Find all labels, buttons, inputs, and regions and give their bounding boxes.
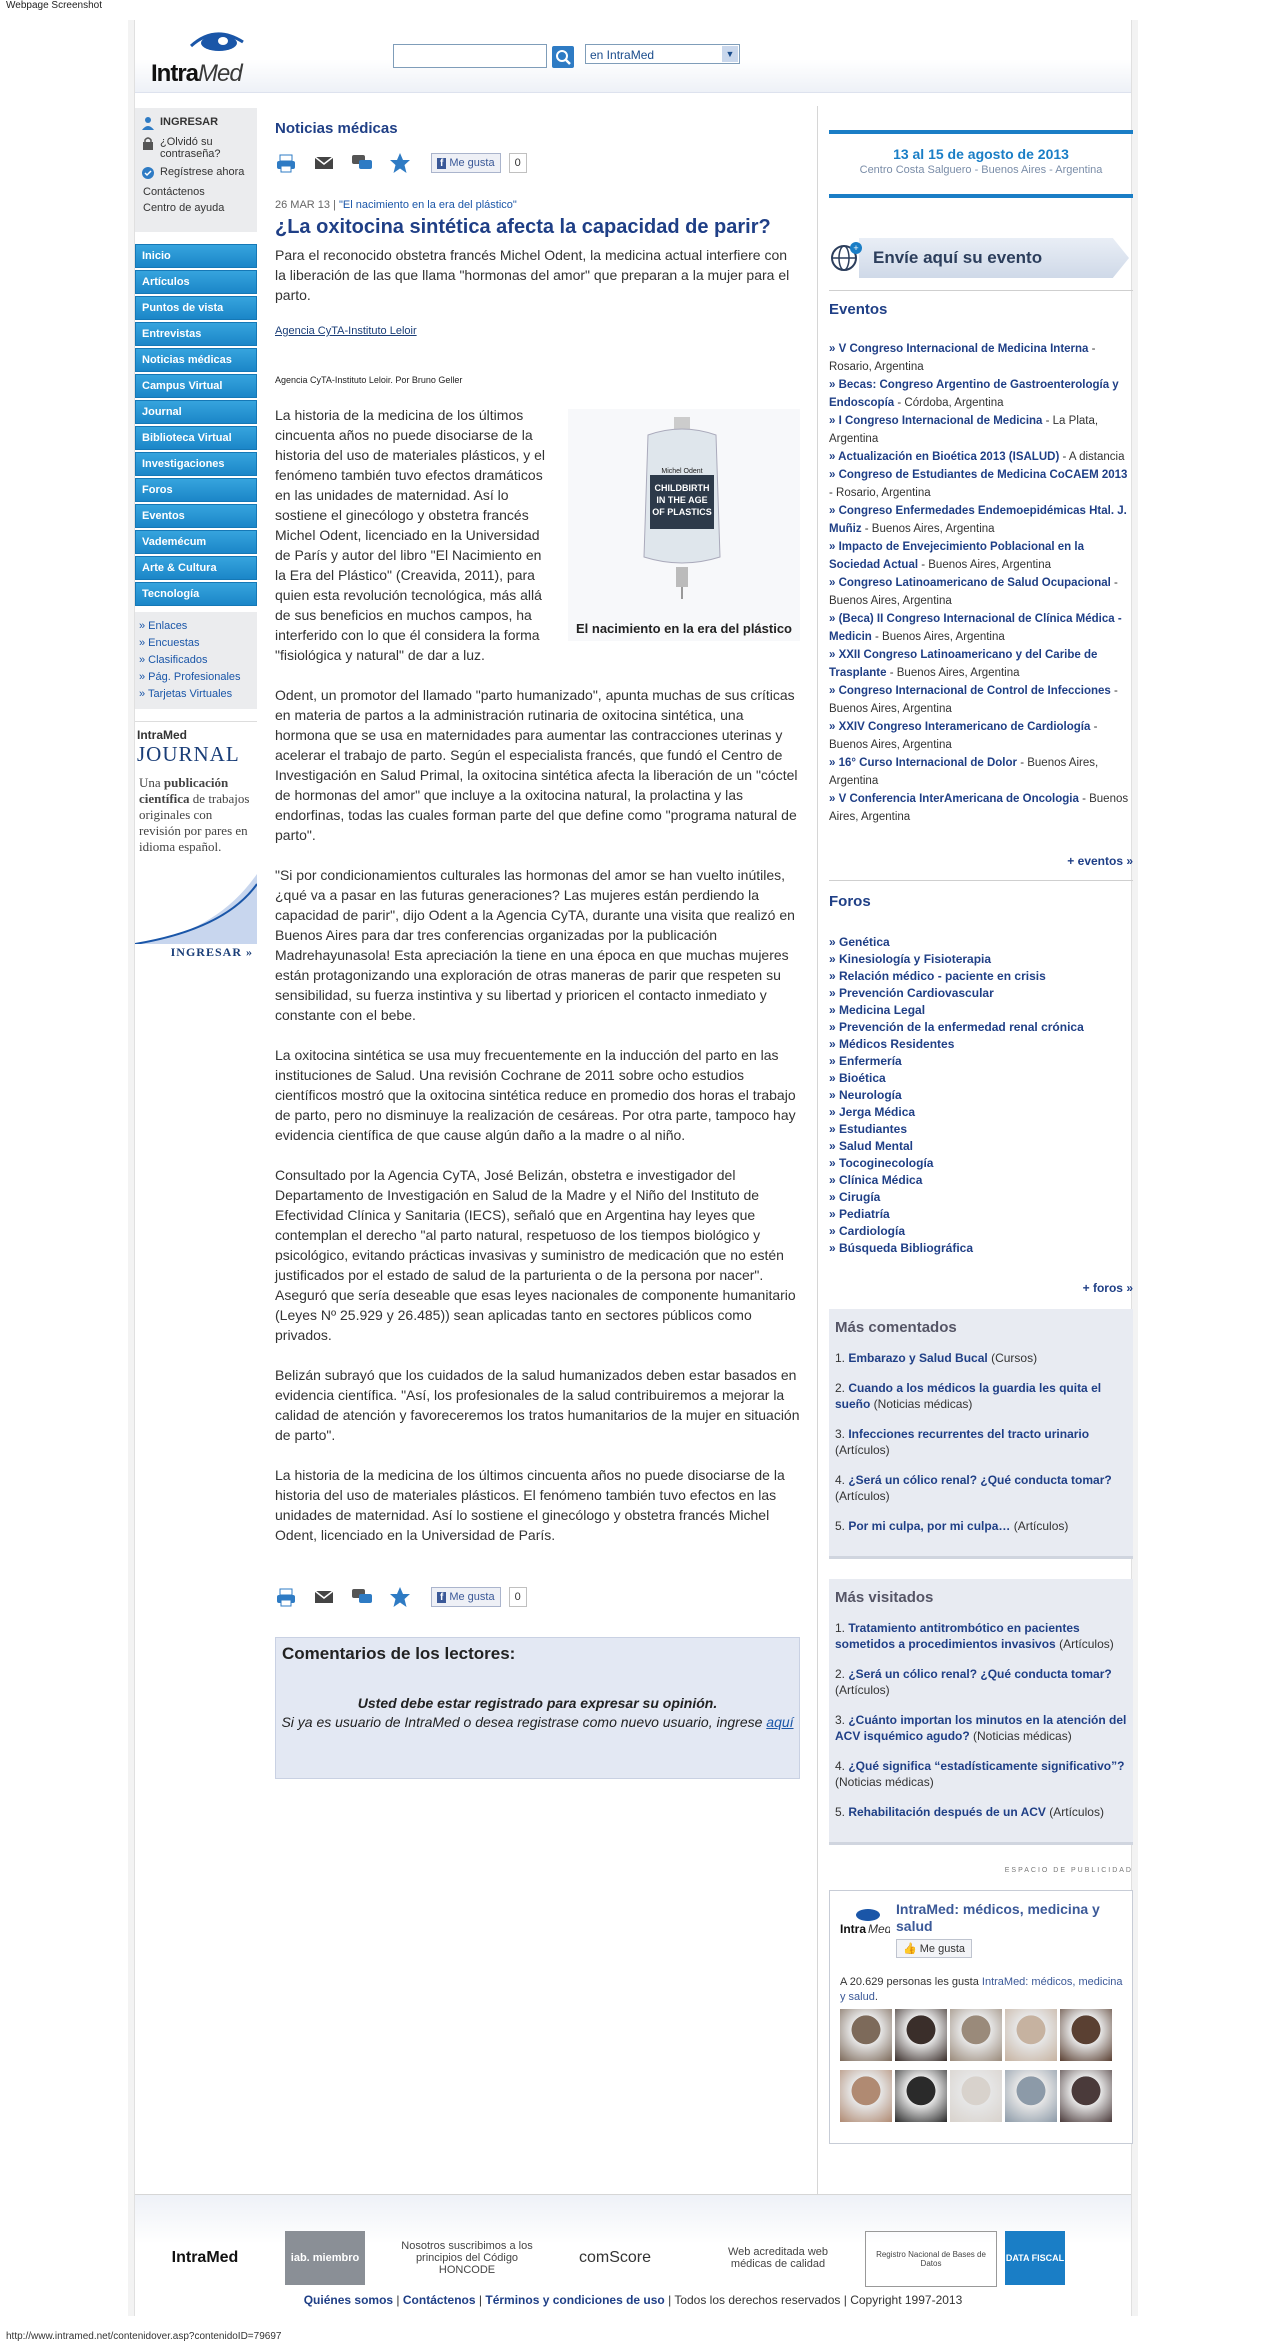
forum-item[interactable]: » Kinesiología y Fisioterapia [829,952,992,966]
article-title: ¿La oxitocina sintética afecta la capacidad de parir? [275,216,771,238]
article-paragraph: La historia de la medicina de los últimos cincuenta años no puede disociarse de la historia del uso de materiales plásticos. El fenómeno también tuvo efectos en las unidades de maternidad. Así lo sostiene el ginecólogo y obstetra francés Michel Odent, licenciado en la Universidad de París. [275,1467,785,1543]
divider [829,880,1133,881]
secondary-link[interactable]: » Clasificados [139,654,208,666]
secondary-link[interactable]: » Enlaces [139,620,188,632]
forum-item[interactable]: » Pediatría [829,1207,890,1221]
email-icon[interactable] [313,1586,335,1608]
site-logo[interactable] [145,28,275,88]
swoosh-graphic [135,874,257,944]
banner-date: 13 al 15 de agosto de 2013 [893,146,1069,162]
ranked-item[interactable]: 3. Infecciones recurrentes del tracto urinario (Artículos) [835,1427,1090,1457]
check-icon [141,166,155,180]
article-credit: Agencia CyTA-Instituto Leloir. Por Bruno Geller [275,375,463,385]
most-visited-list [835,1620,1127,1820]
forum-item[interactable]: » Enfermería [829,1054,902,1068]
event-item[interactable]: » Actualización en Bioética 2013 (ISALUD) - A distancia [829,451,1125,463]
article-paragraph: Odent, un promotor del llamado "parto humanizado", apunta muchas de sus críticas en materia de partos a la administración rutinaria de oxitocina sintética, una hormona que se usa en maternidades para aumentar las contracciones uterinas y acelerar el trabajo de parto. Según el especialista francés, que fundó el Centro de Investigación en Salud Primal, la oxitocina sintética afecta la liberación de un "cóctel de hormonas del amor" que incluye a la oxitocina natural, la prolactina y las endorfinas, todas las cuales forman parte del que define como "programa natural de parto". [275,687,798,843]
forum-item[interactable]: » Cardiología [829,1224,906,1238]
fan-avatar[interactable] [1005,2070,1057,2122]
submit-event-label: Envíe aquí su evento [873,248,1043,267]
secondary-link[interactable]: » Pág. Profesionales [139,671,241,683]
more-events-link[interactable]: + eventos » [1067,854,1133,868]
iv-bag-image [634,417,730,599]
forum-item[interactable]: » Bioética [829,1071,886,1085]
search-icon [552,46,574,68]
article-paragraph: La historia de la medicina de los últimos cincuenta años no puede disociarse de la historia del uso de materiales plásticos, y el fenómeno también tuvo efectos dramáticos en las unidades de maternidad. Así lo sostiene el ginecólogo y obstetra francés Michel Odent, licenciado en la Universidad de París y autor del libro "El Nacimiento en la Era del Plástico" (Creavida, 2011), para quien esta revolución tecnológica, más allá de sus beneficios en muchos campos, ha interferido con lo que él considera la forma "fisiológica y natural" de dar a luz. [275,407,546,663]
event-item[interactable]: » Impacto de Envejecimiento Poblacional en la Sociedad Actual - Buenos Aires, Argentina [829,541,1084,571]
forums-title: Foros [829,893,871,910]
comments-login-link[interactable]: aquí [766,1714,794,1730]
partner-logo[interactable]: comScore [578,2249,652,2266]
more-forums-link[interactable]: + foros » [1082,1281,1133,1295]
article-meta: 26 MAR 13 | "El nacimiento en la era del plástico" [275,199,517,211]
book-figure [568,409,800,641]
facebook-icon: f [437,158,446,169]
forum-item[interactable]: » Tocoginecología [829,1156,934,1170]
logo-wordmark: IntraMed [151,60,242,87]
forum-item[interactable]: » Estudiantes [829,1122,908,1136]
intramed-small-logo [838,1903,890,1943]
sidebar-item-11[interactable]: Vademécum [135,530,257,554]
search-input[interactable] [393,44,547,68]
fan-avatar[interactable] [1005,2009,1057,2061]
column-divider [817,106,818,2204]
section-title: Noticias médicas [275,120,398,137]
footer-rights: | Todos los derechos reservados | Copyright 1997-2013 [664,2293,963,2307]
event-item[interactable]: » 16° Curso Internacional de Dolor - Buenos Aires, Argentina [829,757,1099,787]
ranked-item[interactable]: 2. Cuando a los médicos la guardia les quita el sueño (Noticias médicas) [835,1381,1102,1411]
lock-icon [141,136,155,150]
sidebar-item-1[interactable]: Artículos [135,270,257,294]
event-item[interactable]: » (Beca) II Congreso Internacional de Clínica Médica - Medicin - Buenos Aires, Argentina [829,613,1122,643]
forums-list [829,934,1133,1257]
page [134,20,1132,2316]
sidebar-item-3[interactable]: Entrevistas [135,322,257,346]
svg-text:Med: Med [868,1922,890,1936]
source-link[interactable]: Agencia CyTA-Instituto Leloir [275,325,417,337]
login-link[interactable]: INGRESAR [141,116,251,130]
right-sidebar [829,130,1133,2144]
sidebar-item-13[interactable]: Tecnología [135,582,257,606]
banner-place: Centro Costa Salguero - Buenos Aires - Argentina [859,164,1103,176]
footer-link-contact[interactable]: Contáctenos [402,2293,476,2307]
register-link[interactable]: Regístrese ahora [141,166,251,180]
event-item[interactable]: » Congreso Latinoamericano de Salud Ocupacional - Buenos Aires, Argentina [829,577,1118,607]
ranked-item[interactable]: 5. Rehabilitación después de un ACV (Artículos) [835,1805,1104,1819]
article-tag-link[interactable]: "El nacimiento en la era del plástico" [339,199,517,211]
sidebar-item-8[interactable]: Investigaciones [135,452,257,476]
sidebar-item-12[interactable]: Arte & Cultura [135,556,257,580]
facebook-widget [829,1890,1133,2144]
event-item[interactable]: » Congreso Internacional de Control de Infecciones - Buenos Aires, Argentina [829,685,1118,715]
comments-icon[interactable] [351,152,373,174]
partner-logo[interactable]: Web acreditada web médicas de calidad [727,2246,829,2270]
search-scope-select[interactable]: en IntraMed ▼ [585,44,740,64]
ranked-item[interactable]: 4. ¿Será un cólico renal? ¿Qué conducta tomar? (Artículos) [835,1473,1112,1503]
fan-avatar[interactable] [950,2009,1002,2061]
partner-logo[interactable]: iab. miembro [285,2231,365,2285]
facebook-like-count: 0 [509,1587,527,1607]
share-bar-bottom [275,1585,800,1609]
partner-logos [135,2231,1131,2287]
help-center-link[interactable]: Centro de ayuda [143,202,225,214]
forum-item[interactable]: » Relación médico - paciente en crisis [829,969,1046,983]
journal-title: JOURNAL [137,742,240,766]
event-banner[interactable] [829,130,1133,198]
secondary-link[interactable]: » Encuestas [139,637,200,649]
contact-link[interactable]: Contáctenos [143,186,205,198]
fan-avatar[interactable] [840,2009,892,2061]
left-sidebar [135,108,257,962]
ranked-item[interactable]: 1. Tratamiento antitrombótico en pacientes sometidos a procedimientos invasivos (Artículos) [835,1621,1114,1651]
email-icon[interactable] [313,152,335,174]
facebook-fan-count: A 20.629 personas les gusta IntraMed: médicos, medicina y salud. [840,1976,1123,2003]
ranked-item[interactable]: 4. ¿Qué significa “estadísticamente significativo”? (Noticias médicas) [835,1759,1125,1789]
partner-logo[interactable]: IntraMed [171,2249,239,2266]
article-date: 26 MAR 13 [275,199,331,211]
site-footer [135,2194,1131,2317]
ranked-item[interactable]: 1. Embarazo y Salud Bucal (Cursos) [835,1351,1038,1365]
most-commented-box [829,1309,1133,1559]
journal-promo[interactable] [135,721,257,962]
svg-text:Michel Odent: Michel Odent [661,468,703,475]
fan-avatar[interactable] [895,2009,947,2061]
article-body [275,405,800,1545]
event-item[interactable]: » XXII Congreso Latinoamericano y del Caribe de Trasplante - Buenos Aires, Argentina [829,649,1098,679]
fan-avatar[interactable] [1060,2070,1112,2122]
site-header [135,20,1131,93]
fan-avatar[interactable] [895,2070,947,2122]
comments-icon[interactable] [351,1586,373,1608]
facebook-page-name[interactable]: IntraMed: médicos, medicina y salud [896,1901,1100,1934]
sidebar-item-4[interactable]: Noticias médicas [135,348,257,372]
login-box [135,108,257,232]
ranked-item[interactable]: 3. ¿Cuánto importan los minutos en la atención del ACV isquémico agudo? (Noticias médicas) [835,1713,1127,1743]
sidebar-item-6[interactable]: Journal [135,400,257,424]
forum-item[interactable]: » Médicos Residentes [829,1037,955,1051]
facebook-like-button[interactable]: f Me gusta [431,1587,501,1607]
events-title: Eventos [829,301,888,318]
event-item[interactable]: » XXIV Congreso Interamericano de Cardiología - Buenos Aires, Argentina [829,721,1098,751]
forum-item[interactable]: » Medicina Legal [829,1003,926,1017]
article-paragraph: Belizán subrayó que los cuidados de la salud humanizados deben estar basados en evidencia científica. "Así, los profesionales de la salud contribuiremos a mejorar la calidad de atención y favoreceremos los tratos humanitarios de la mujer en situación de parto". [275,1367,800,1443]
submit-event-button[interactable] [829,238,1133,278]
most-visited-box [829,1579,1133,1845]
chevron-down-icon: ▼ [722,46,738,62]
sidebar-item-9[interactable]: Foros [135,478,257,502]
facebook-like-count: 0 [509,153,527,173]
secondary-link[interactable]: » Tarjetas Virtuales [139,688,233,700]
partner-logo[interactable]: Registro Nacional de Bases de Datos [865,2231,997,2287]
forum-item[interactable]: » Neurología [829,1088,902,1102]
search-button[interactable] [552,46,574,68]
footer-link-about[interactable]: Quiénes somos [303,2293,394,2307]
forum-item[interactable]: » Clínica Médica [829,1173,923,1187]
sidebar-item-0[interactable]: Inicio [135,244,257,268]
event-item[interactable]: » V Congreso Internacional de Medicina Interna - Rosario, Argentina [829,343,1096,373]
article-paragraph: La oxitocina sintética se usa muy frecuentemente en la inducción del parto en las instituciones de Salud. Una revisión Cochrane de 2011 sobre ocho estudios científicos mostró que la oxitocina sintética reduce en promedio dos horas el trabajo de parto, pero no disminuye la realización de cesáreas. Por otra parte, tampoco hay evidencia científica de que cause algún daño a la madre o al niño. [275,1047,796,1143]
article-column [275,120,800,1779]
forum-item[interactable]: » Prevención de la enfermedad renal crónica [829,1020,1084,1034]
globe-icon [829,240,863,276]
svg-text:IN THE AGE: IN THE AGE [656,495,708,505]
article-paragraph: "Si por condicionamientos culturales las hormonas del amor se han vuelto inútiles, ¿qué va a pasar en las futuras generaciones? Las mujeres están perdiendo la capacidad de parir", dijo Odent a la Agencia CyTA, durante una visita que realizó en Buenos Aires para dar tres conferencias organizadas por la publicación Madrehayunasola! Esta apreciación la tiene en una época en que muchas mujeres están protagonizando una exploración de otras maneras de parir que respeten su sensibilidad, su fuerza instintiva y su libertad y prioricen el contacto inmediato y constante con el bebe. [275,867,795,1023]
event-item[interactable]: » I Congreso Internacional de Medicina - La Plata, Argentina [829,415,1099,445]
forum-item[interactable]: » Salud Mental [829,1139,914,1153]
partner-logo[interactable]: Nosotros suscribimos a los principios del Código HONCODE [401,2240,533,2276]
comments-title: Comentarios de los lectores: [282,1644,516,1663]
comments-box [275,1637,800,1779]
most-commented-title: Más comentados [835,1319,957,1336]
most-commented-list [835,1350,1127,1534]
journal-brand: IntraMed [137,728,188,742]
eye-logo-icon [189,30,245,56]
fan-avatar[interactable] [950,2070,1002,2122]
fan-avatar[interactable] [840,2070,892,2122]
print-icon[interactable] [275,1586,297,1608]
partner-logo[interactable]: DATA FISCAL [1005,2231,1065,2285]
star-icon[interactable] [389,1586,411,1608]
star-icon[interactable] [389,152,411,174]
ad-label: ESPACIO DE PUBLICIDAD [1004,1867,1133,1874]
most-visited-title: Más visitados [835,1589,934,1606]
svg-text:+: + [853,243,859,253]
events-list [829,340,1133,826]
facebook-page-like-button[interactable]: 👍 Me gusta [896,1939,972,1958]
window-caption: Webpage Screenshot [6,0,102,11]
fan-avatar[interactable] [1060,2009,1112,2061]
user-icon [141,116,155,130]
divider [829,290,1133,291]
event-item[interactable]: » Becas: Congreso Argentino de Gastroenterología y Endoscopía - Córdoba, Argentina [829,379,1119,409]
forgot-password-link[interactable]: ¿Olvidó su contraseña? [141,136,251,160]
status-bar-url: http://www.intramed.net/contenidover.asp?contenidoID=79697 [6,2331,282,2342]
secondary-links [135,612,257,709]
event-item[interactable]: » V Conferencia InterAmericana de Oncologia - Buenos Aires, Argentina [829,793,1129,823]
forum-item[interactable]: » Genética [829,935,890,949]
svg-text:OF PLASTICS: OF PLASTICS [652,507,712,517]
journal-description: Una publicación científica de trabajos originales con revisión por pares en idioma español. [139,775,250,854]
forum-item[interactable]: » Búsqueda Bibliográfica [829,1241,974,1255]
figure-caption: El nacimiento en la era del plástico [575,621,793,636]
forum-item[interactable]: » Prevención Cardiovascular [829,986,994,1000]
sidebar-item-5[interactable]: Campus Virtual [135,374,257,398]
forum-item[interactable]: » Jerga Médica [829,1105,916,1119]
forum-item[interactable]: » Cirugía [829,1190,881,1204]
sidebar-item-7[interactable]: Biblioteca Virtual [135,426,257,450]
main-nav [135,244,257,606]
print-icon[interactable] [275,152,297,174]
ranked-item[interactable]: 5. Por mi culpa, por mi culpa… (Artículos) [835,1519,1069,1533]
svg-text:Intra: Intra [840,1922,867,1936]
ranked-item[interactable]: 2. ¿Será un cólico renal? ¿Qué conducta tomar? (Artículos) [835,1667,1112,1697]
footer-links: Quiénes somos | Contáctenos | Términos y condiciones de uso | Todos los derechos reservados | Copyright 1997-2013 [303,2293,963,2307]
facebook-icon: f [437,1592,446,1603]
svg-text:CHILDBIRTH: CHILDBIRTH [654,483,710,493]
article-lead: Para el reconocido obstetra francés Michel Odent, la medicina actual interfiere con la liberación de las que llama "hormonas del amor" que preparan a la mujer para el parto. [275,247,790,303]
journal-ingresar-link[interactable]: INGRESAR » [170,945,253,959]
event-item[interactable]: » Congreso de Estudiantes de Medicina CoCAEM 2013 - Rosario, Argentina [829,469,1128,499]
footer-link-terms[interactable]: Términos y condiciones de uso [485,2293,665,2307]
sidebar-item-10[interactable]: Eventos [135,504,257,528]
event-item[interactable]: » Congreso Enfermedades Endemoepidémicas Htal. J. Muñiz - Buenos Aires, Argentina [829,505,1127,535]
comments-note: Usted debe estar registrado para expresar su opinión. Si ya es usuario de IntraMed o desea registrase como nuevo usuario, ingrese aquí [281,1695,794,1730]
share-bar-top [275,151,800,175]
article-paragraph: Consultado por la Agencia CyTA, José Belizán, obstetra e investigador del Departamento de Investigación en Salud de la Madre y el Niño del Instituto de Efectividad Clínica y Sanitaria (IECS), señaló que en Argentina hay leyes que contemplan el derecho "al parto natural, respetuoso de los tiempos biológico y psicológico, evitando prácticas invasivas y suministro de medicación que no estén justificados por el estado de salud de la parturienta o de la persona por nacer". Aseguró que sería deseable que esas leyes nacionales de componente humanitario (Leyes Nº 25.929 y 26.485)) sean aplicadas tanto en sectores públicos como privados. [275,1167,796,1343]
sidebar-item-2[interactable]: Puntos de vista [135,296,257,320]
facebook-like-button[interactable]: f Me gusta [431,153,501,173]
thumbs-up-icon: 👍 [903,1943,917,1955]
fan-faces [840,2009,1130,2131]
